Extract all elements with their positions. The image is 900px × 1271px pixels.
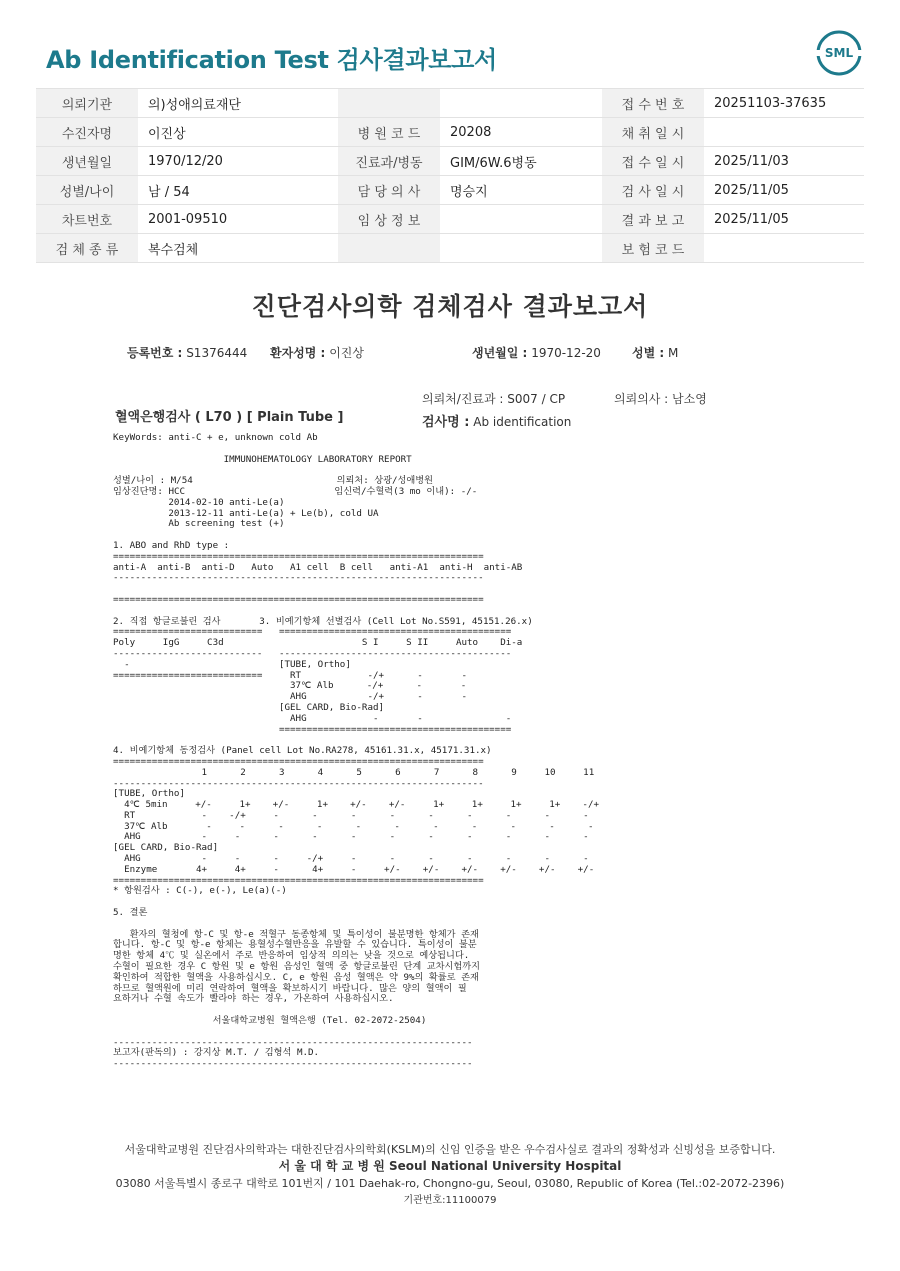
report-line: * 항원검사 : C(-), e(-), Le(a)(-) bbox=[113, 885, 287, 897]
report-line: 37℃ Alb -/+ - - bbox=[113, 680, 467, 692]
report-line: 하므로 혈액원에 미리 연락하여 혈액을 확보하시기 바랍니다. 많은 양의 혈액이 필 bbox=[113, 982, 467, 994]
registration-number: 등록번호 : S1376444 bbox=[127, 346, 248, 360]
report-line: =========================== RT -/+ - - bbox=[113, 669, 468, 681]
report-line: ------------------------------------------------------------------- bbox=[113, 777, 484, 789]
report-line: 명한 항체 4℃ 및 실온에서 주로 반응하여 임상적 의의는 낮을 것으로 예상됩니다. bbox=[113, 950, 470, 962]
info-value: 의)성애의료재단 bbox=[138, 89, 338, 118]
report-line: RT - -/+ - - - - - - - - - bbox=[113, 809, 589, 821]
report-line: 1 2 3 4 5 6 7 8 9 10 11 bbox=[113, 766, 595, 778]
test-name: 검사명 : Ab identification bbox=[422, 415, 572, 430]
info-value: 20208 bbox=[440, 118, 602, 147]
info-value: 2025/11/05 bbox=[704, 205, 864, 234]
hospital-name: 서 울 대 학 교 병 원 Seoul National University Hospital bbox=[278, 1159, 622, 1173]
info-value bbox=[440, 234, 602, 263]
hospital-address: 03080 서울특별시 종로구 대학로 101번지 / 101 Daehak-ro, Chongno-gu, Seoul, 03080, Republic of Korea (Tel.:02-2072-2396) bbox=[115, 1177, 785, 1190]
report-line: ----------------------------------------------------------------- bbox=[113, 1036, 473, 1048]
report-title: Ab Identification Test 검사결과보고서 bbox=[46, 46, 497, 74]
report-line: 2013-12-11 anti-Le(a) + Le(b), cold UA bbox=[113, 507, 379, 519]
report-line: ========================================== bbox=[113, 723, 512, 735]
info-label: 성별/나이 bbox=[36, 176, 138, 205]
info-label: 검 체 종 류 bbox=[36, 234, 138, 263]
info-row bbox=[36, 234, 864, 263]
info-label: 담 당 의 사 bbox=[338, 176, 440, 205]
info-value: 복수검체 bbox=[138, 234, 338, 263]
info-value: 2001-09510 bbox=[138, 205, 338, 234]
report-line: 확인하여 적합한 혈액을 사용하십시오. C, e 항원 음성 혈액은 약 9%의 확률로 존재 bbox=[113, 971, 479, 983]
report-line: 4. 비예기항체 동정검사 (Panel cell Lot No.RA278, 45161.31.x, 45171.31.x) bbox=[113, 745, 492, 757]
info-row bbox=[36, 176, 864, 205]
report-line: 환자의 혈청에 항-C 및 항-e 적혈구 동종항체 및 특이성이 불분명한 항체가 존재 bbox=[113, 928, 479, 940]
info-value: 2025/11/05 bbox=[704, 176, 864, 205]
report-line: anti-A anti-B anti-D Auto A1 cell B cell anti-A1 anti-H anti-AB bbox=[113, 561, 523, 573]
info-label: 차트번호 bbox=[36, 205, 138, 234]
report-line: 5. 결론 bbox=[113, 907, 148, 919]
info-value: GIM/6W.6병동 bbox=[440, 147, 602, 176]
patient-name: 환자성명 : 이진상 bbox=[270, 346, 364, 360]
report-line: Ab screening test (+) bbox=[113, 518, 285, 530]
report-line: =================================================================== bbox=[113, 874, 484, 886]
certification-note: 서울대학교병원 진단검사의학과는 대한진단검사의학회(KSLM)의 신임 인증을 받은 우수검사실로 결과의 정확성과 신빙성을 보증합니다. bbox=[124, 1143, 776, 1156]
info-label: 의뢰기관 bbox=[36, 89, 138, 118]
report-line: 37℃ Alb - - - - - - - - - - - bbox=[113, 820, 594, 832]
report-line: AHG - - - -/+ - - - - - - - bbox=[113, 853, 589, 865]
test-group: 혈액은행검사 ( L70 ) [ Plain Tube ] bbox=[115, 410, 344, 425]
requesting-doctor: 의뢰의사 : 남소영 bbox=[614, 392, 707, 406]
info-value: 명승지 bbox=[440, 176, 602, 205]
info-label: 병 원 코 드 bbox=[338, 118, 440, 147]
report-line: 임상진단명: HCC 임신력/수혈력(3 mo 이내): -/- bbox=[113, 485, 478, 497]
logo-text: SML bbox=[824, 46, 854, 60]
info-value: 남 / 54 bbox=[138, 176, 338, 205]
info-label: 수진자명 bbox=[36, 118, 138, 147]
report-line: =================================================================== bbox=[113, 755, 484, 767]
report-line: 1. ABO and RhD type : bbox=[113, 539, 230, 551]
date-of-birth: 생년월일 : 1970-12-20 bbox=[472, 346, 601, 360]
info-label: 임 상 정 보 bbox=[338, 205, 440, 234]
institution-number: 기관번호:11100079 bbox=[403, 1195, 497, 1206]
report-line: 2. 직접 항글로불린 검사 3. 비예기항체 선별검사 (Cell Lot No.S591, 45151.26.x) bbox=[113, 615, 533, 627]
info-value bbox=[704, 234, 864, 263]
report-line: --------------------------- ------------------------------------------ bbox=[113, 647, 512, 659]
info-row bbox=[36, 89, 864, 118]
info-label bbox=[338, 234, 440, 263]
info-row bbox=[36, 118, 864, 147]
report-line: AHG - - - bbox=[113, 712, 512, 724]
report-line: =================================================================== bbox=[113, 550, 484, 562]
info-value bbox=[440, 89, 602, 118]
report-line: - [TUBE, Ortho] bbox=[113, 658, 351, 670]
info-value bbox=[704, 118, 864, 147]
info-value: 2025/11/03 bbox=[704, 147, 864, 176]
report-line: 2014-02-10 anti-Le(a) bbox=[113, 496, 285, 508]
report-line: 요하거나 수혈 속도가 빨라야 하는 경우, 가온하여 사용하십시오. bbox=[113, 993, 394, 1005]
info-label bbox=[338, 89, 440, 118]
report-line: Poly IgG C3d S I S II Auto Di-a bbox=[113, 637, 523, 649]
info-label: 검 사 일 시 bbox=[602, 176, 704, 205]
report-line: Enzyme 4+ 4+ - 4+ - +/- +/- +/- +/- +/- +/- bbox=[113, 863, 595, 875]
patient-info-table bbox=[36, 88, 864, 263]
info-value: 이진상 bbox=[138, 118, 338, 147]
info-label: 결 과 보 고 bbox=[602, 205, 704, 234]
info-value: 20251103-37635 bbox=[704, 89, 864, 118]
info-label: 보 험 코 드 bbox=[602, 234, 704, 263]
info-label: 접 수 일 시 bbox=[602, 147, 704, 176]
report-line: 보고자(판독의) : 강지상 M.T. / 김형석 M.D. bbox=[113, 1047, 320, 1059]
info-value bbox=[440, 205, 602, 234]
report-line: 서울대학교병원 혈액은행 (Tel. 02-2072-2504) bbox=[113, 1015, 427, 1027]
requesting-department: 의뢰처/진료과 : S007 / CP bbox=[422, 392, 566, 406]
report-line: ----------------------------------------------------------------- bbox=[113, 1058, 473, 1070]
report-line: AHG -/+ - - bbox=[113, 691, 468, 703]
report-line: 4℃ 5min +/- 1+ +/- 1+ +/- +/- 1+ 1+ 1+ 1+ -/+ bbox=[113, 799, 600, 811]
report-line: KeyWords: anti-C + e, unknown cold Ab bbox=[113, 432, 318, 443]
report-line: AHG - - - - - - - - - - - bbox=[113, 831, 589, 843]
info-label: 채 취 일 시 bbox=[602, 118, 704, 147]
sml-logo bbox=[816, 30, 862, 76]
report-line: =========================== ========================================== bbox=[113, 626, 512, 638]
lab-report-body bbox=[113, 433, 599, 1070]
report-line: 성별/나이 : M/54 의뢰처: 상광/성애병원 bbox=[113, 475, 434, 487]
info-row bbox=[36, 147, 864, 176]
report-line: [GEL CARD, Bio-Rad] bbox=[113, 842, 219, 854]
info-label: 생년월일 bbox=[36, 147, 138, 176]
info-value: 1970/12/20 bbox=[138, 147, 338, 176]
document-title: 진단검사의학 검체검사 결과보고서 bbox=[251, 292, 649, 321]
report-line: =================================================================== bbox=[113, 593, 484, 605]
report-line: [TUBE, Ortho] bbox=[113, 788, 185, 800]
report-line: 수혈이 필요한 경우 C 항원 및 e 항원 음성인 혈액 중 항글로불린 단계 교차시험까지 bbox=[113, 961, 480, 973]
info-label: 접 수 번 호 bbox=[602, 89, 704, 118]
report-line: [GEL CARD, Bio-Rad] bbox=[113, 701, 385, 713]
info-label: 진료과/병동 bbox=[338, 147, 440, 176]
info-row bbox=[36, 205, 864, 234]
report-line: IMMUNOHEMATOLOGY LABORATORY REPORT bbox=[113, 453, 412, 465]
report-line: 합니다. 항-C 및 항-e 항체는 용혈성수혈반응을 유발할 수 있습니다. 특이성이 불분 bbox=[113, 939, 477, 951]
report-line: ------------------------------------------------------------------- bbox=[113, 572, 484, 584]
patient-sex: 성별 : M bbox=[632, 346, 679, 360]
